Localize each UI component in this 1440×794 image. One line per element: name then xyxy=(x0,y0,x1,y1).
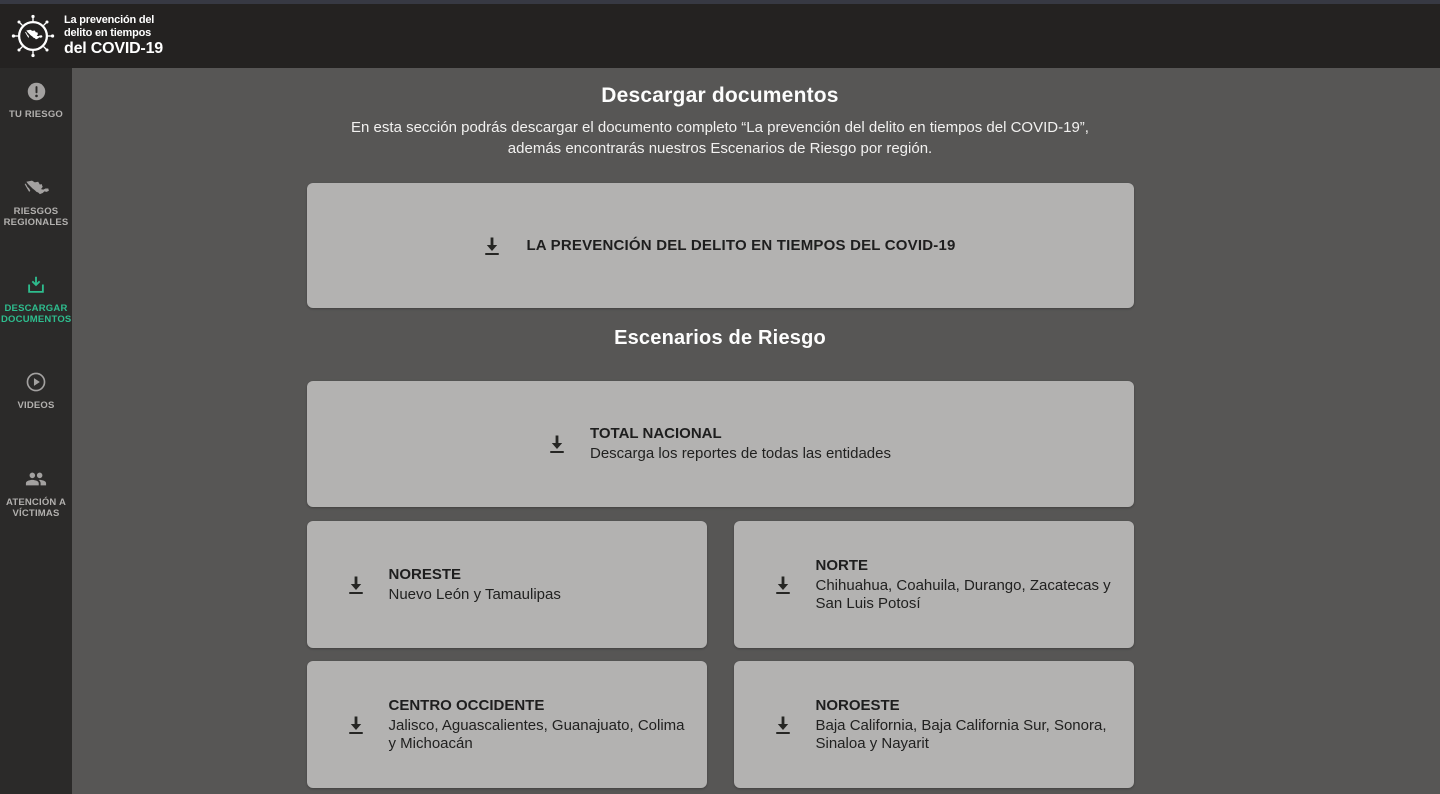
app-title xyxy=(64,14,163,58)
card-title: TOTAL NACIONAL xyxy=(589,425,722,442)
download-icon xyxy=(348,715,364,735)
download-card-label: LA PREVENCIÓN DEL DELITO EN TIEMPOS DEL COVID-19 xyxy=(526,237,956,254)
sidebar xyxy=(0,68,72,794)
sidebar-item-descargar-documentos[interactable] xyxy=(0,274,72,371)
card-title: NORESTE xyxy=(388,565,462,583)
app-title-line-1: La prevención del xyxy=(64,14,155,26)
download-tray-icon xyxy=(25,274,47,296)
mexico-map-icon xyxy=(23,177,50,199)
download-icon xyxy=(484,236,500,256)
download-card-total-nacional[interactable] xyxy=(307,381,1134,507)
people-icon xyxy=(24,468,48,490)
sidebar-item-atencion-victimas[interactable] xyxy=(0,468,72,565)
download-card-noroeste[interactable] xyxy=(734,661,1134,788)
download-card-noreste[interactable] xyxy=(307,521,707,648)
download-icon xyxy=(775,715,791,735)
app-title-line-2: delito en tiempos xyxy=(64,27,152,39)
sidebar-item-label: TU RIESGO xyxy=(8,109,64,120)
region-card-grid xyxy=(307,521,1134,788)
intro-text: En esta sección podrás descargar el documento completo “La prevención del delito en tiempos del COVID-19”, además encontrarás nuestros Escenarios de Riesgo por región. xyxy=(351,119,1089,157)
sidebar-item-riesgos-regionales[interactable] xyxy=(0,177,72,274)
page-title: Descargar documentos xyxy=(601,84,839,107)
download-icon xyxy=(775,575,791,595)
card-subtitle: Descarga los reportes de todas las entidades xyxy=(589,445,891,462)
card-title: NORTE xyxy=(815,556,868,574)
sidebar-item-label: DESCARGAR DOCUMENTOS xyxy=(1,303,72,325)
sidebar-item-label: VIDEOS xyxy=(17,400,55,411)
card-title: CENTRO OCCIDENTE xyxy=(388,696,545,714)
sidebar-item-tu-riesgo[interactable] xyxy=(0,80,72,177)
covid-virus-mexico-icon xyxy=(10,13,56,59)
card-subtitle: Nuevo León y Tamaulipas xyxy=(388,585,561,603)
play-circle-icon xyxy=(25,371,47,393)
card-subtitle: Jalisco, Aguascalientes, Guanajuato, Colima y Michoacán xyxy=(388,716,685,752)
download-card-norte[interactable] xyxy=(734,521,1134,648)
download-icon xyxy=(549,434,565,454)
app-header xyxy=(0,4,1440,68)
sidebar-item-label: ATENCIÓN A VÍCTIMAS xyxy=(5,497,67,519)
alert-circle-icon xyxy=(26,80,47,102)
main-content xyxy=(0,84,1440,794)
card-title: NOROESTE xyxy=(815,696,900,714)
card-subtitle: Baja California, Baja California Sur, Sonora, Sinaloa y Nayarit xyxy=(815,716,1107,752)
download-card-full-document[interactable] xyxy=(307,183,1134,308)
download-icon xyxy=(348,575,364,595)
app-title-line-3: del COVID-19 xyxy=(64,40,163,57)
app-logo xyxy=(10,13,163,59)
card-subtitle: Chihuahua, Coahuila, Durango, Zacatecas y San Luis Potosí xyxy=(815,576,1111,612)
sidebar-item-videos[interactable] xyxy=(0,371,72,468)
download-card-centro-occidente[interactable] xyxy=(307,661,707,788)
section-title: Escenarios de Riesgo xyxy=(614,327,826,349)
sidebar-item-label: RIESGOS REGIONALES xyxy=(3,206,69,228)
